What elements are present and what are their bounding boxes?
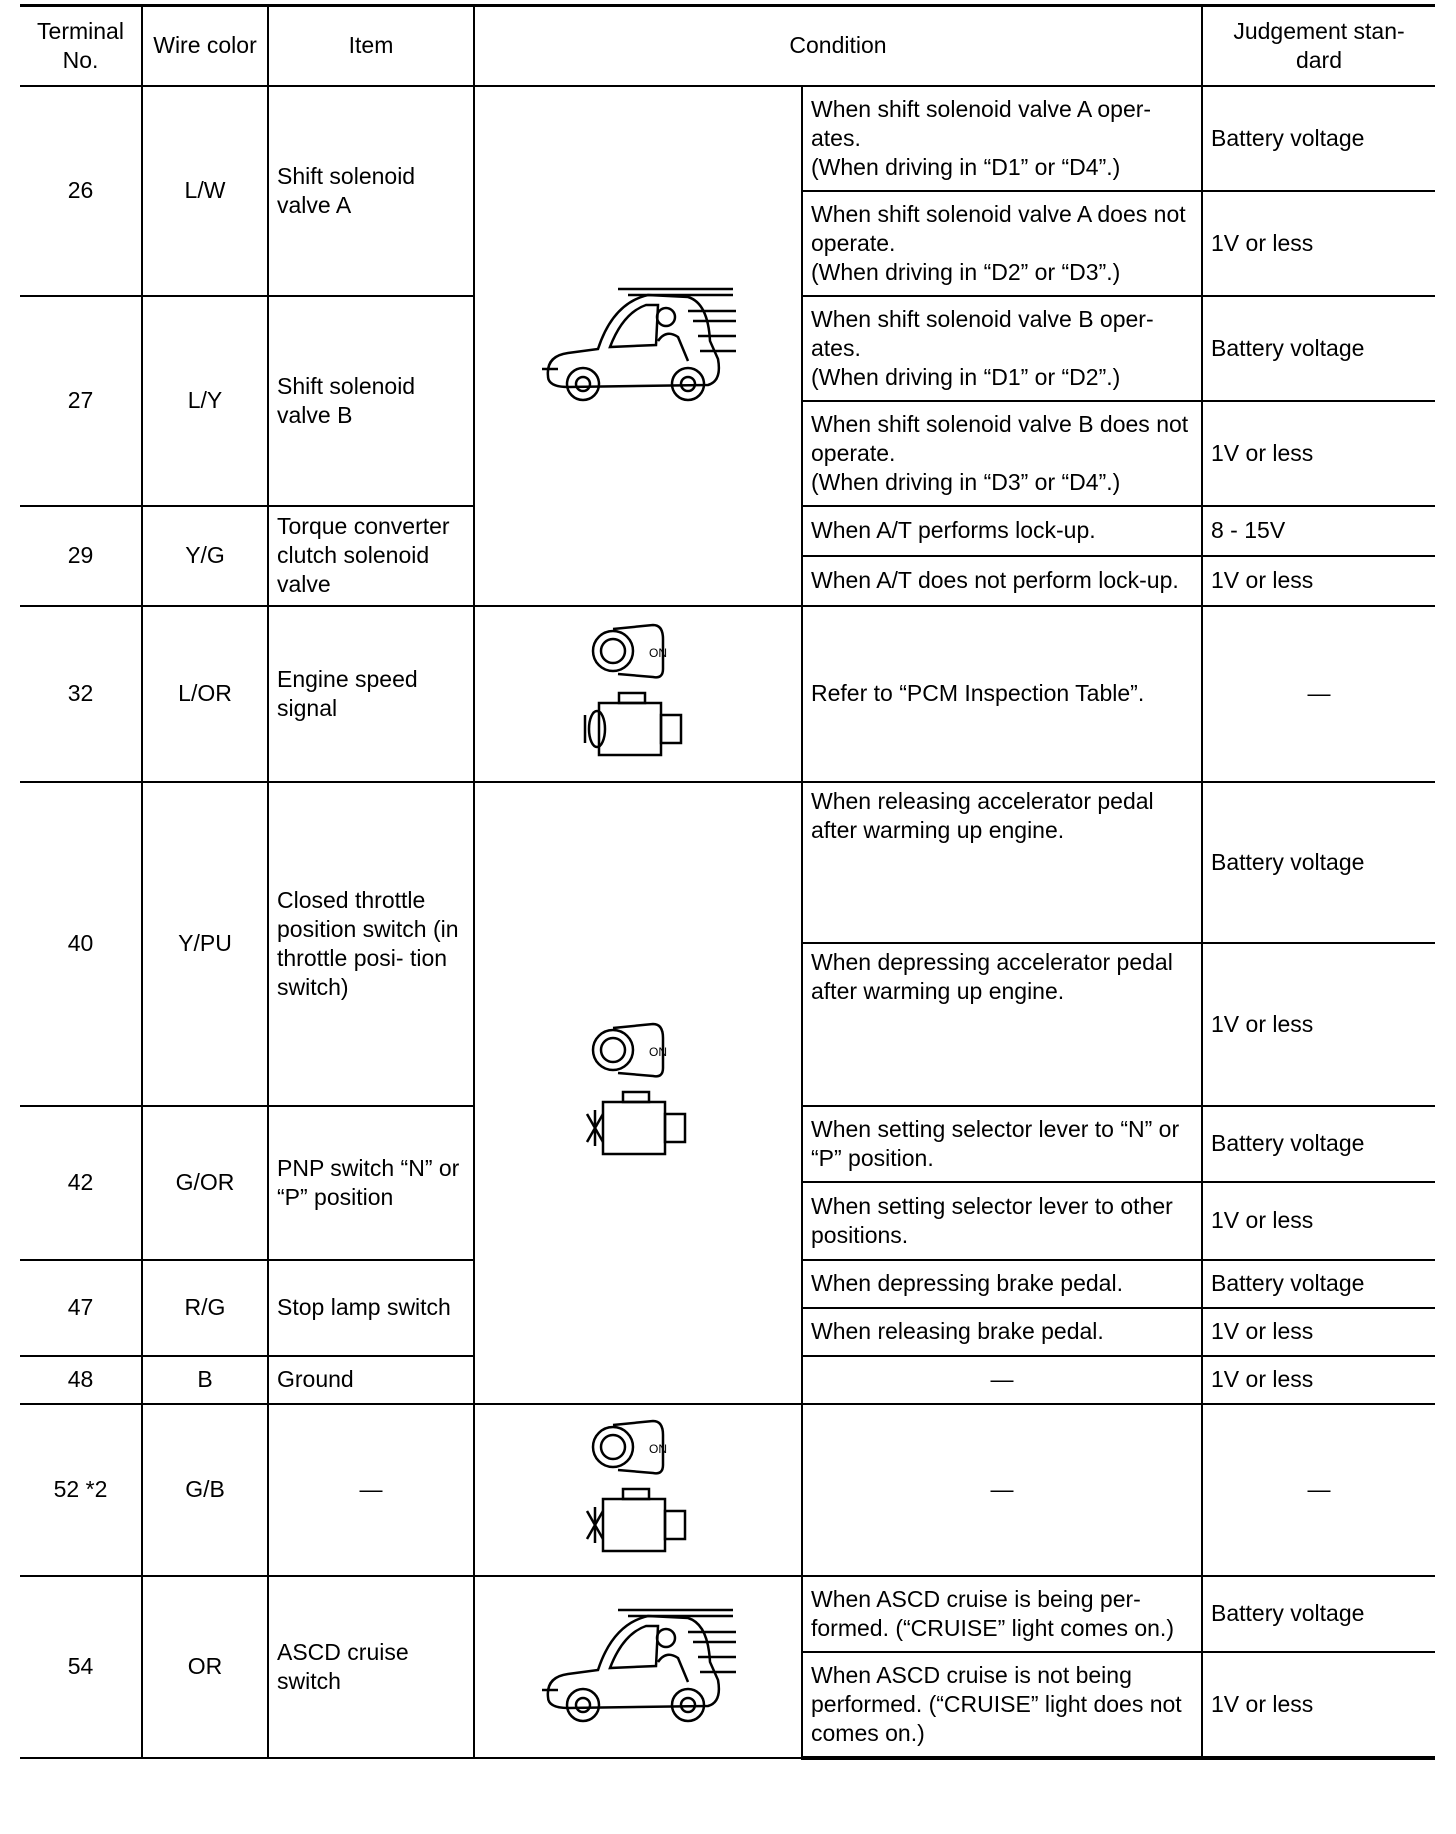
item-26: Shift solenoid valve A: [268, 86, 474, 296]
judgement-47-depress: Battery voltage: [1202, 1260, 1435, 1308]
table-row-26a: [20, 86, 1435, 191]
judgement-48: 1V or less: [1202, 1356, 1435, 1404]
driving-car-icon: [538, 281, 738, 411]
judgement-27-operate: Battery voltage: [1202, 296, 1435, 401]
condition-52: —: [802, 1404, 1202, 1576]
header-row: [20, 6, 1435, 86]
wire-54: OR: [142, 1576, 268, 1758]
pcm-terminal-table: [20, 4, 1435, 1760]
key-on-label: ON: [649, 645, 667, 660]
item-32: Engine speed signal: [268, 606, 474, 782]
terminal-32: 32: [20, 606, 142, 782]
ignition-on-engine-off-icon: [583, 1018, 693, 1168]
wire-27: L/Y: [142, 296, 268, 506]
item-29: Torque converter clutch solenoid valve: [268, 506, 474, 606]
driving-icon-cell-54: [474, 1576, 802, 1758]
wire-48: B: [142, 1356, 268, 1404]
condition-29-no-lockup: When A/T does not perform lock-up.: [802, 556, 1202, 606]
terminal-54: 54: [20, 1576, 142, 1758]
wire-26: L/W: [142, 86, 268, 296]
item-54: ASCD cruise switch: [268, 1576, 474, 1758]
condition-32: Refer to “PCM Inspection Table”.: [802, 606, 1202, 782]
judgement-26-operate: Battery voltage: [1202, 86, 1435, 191]
key-on-label: ON: [649, 1441, 667, 1456]
judgement-27-not-operate: 1V or less: [1202, 401, 1435, 506]
judgement-42-np: Battery voltage: [1202, 1106, 1435, 1182]
condition-29-lockup: When A/T performs lock-up.: [802, 506, 1202, 556]
item-47: Stop lamp switch: [268, 1260, 474, 1356]
judgement-29-no-lockup: 1V or less: [1202, 556, 1435, 606]
condition-54-cruise-off: When ASCD cruise is not being performed. (“CRUISE” light does not comes on.): [802, 1652, 1202, 1758]
item-42: PNP switch “N” or “P” position: [268, 1106, 474, 1260]
condition-42-np: When setting selector lever to “N” or “P” position.: [802, 1106, 1202, 1182]
terminal-40: 40: [20, 782, 142, 1106]
wire-42: G/OR: [142, 1106, 268, 1260]
table-row-54a: [20, 1576, 1435, 1652]
terminal-48: 48: [20, 1356, 142, 1404]
header-terminal: Terminal No.: [20, 6, 142, 86]
terminal-27: 27: [20, 296, 142, 506]
terminal-26: 26: [20, 86, 142, 296]
judgement-52: —: [1202, 1404, 1435, 1576]
ign-engine-icon-cell-32: [474, 606, 802, 782]
item-27: Shift solenoid valve B: [268, 296, 474, 506]
terminal-29: 29: [20, 506, 142, 606]
judgement-29-lockup: 8 - 15V: [1202, 506, 1435, 556]
ignition-on-engine-running-icon: [583, 619, 693, 769]
judgement-54-cruise-off: 1V or less: [1202, 1652, 1435, 1758]
wire-47: R/G: [142, 1260, 268, 1356]
driving-car-icon: [538, 1602, 738, 1732]
condition-26-not-operate: When shift solenoid valve A does not operate. (When driving in “D2” or “D3”.): [802, 191, 1202, 296]
condition-40-release: When releasing accelerator pedal after warming up engine.: [802, 782, 1202, 943]
condition-27-not-operate: When shift solenoid valve B does not operate. (When driving in “D3” or “D4”.): [802, 401, 1202, 506]
condition-27-operate: When shift solenoid valve B oper- ates. (When driving in “D1” or “D2”.): [802, 296, 1202, 401]
condition-26-operate: When shift solenoid valve A oper- ates. (When driving in “D1” or “D4”.): [802, 86, 1202, 191]
condition-48: —: [802, 1356, 1202, 1404]
terminal-47: 47: [20, 1260, 142, 1356]
terminal-52: 52 *2: [20, 1404, 142, 1576]
driving-icon-cell: [474, 86, 802, 606]
terminal-42: 42: [20, 1106, 142, 1260]
table-row-32: [20, 606, 1435, 782]
table-row-40a: [20, 782, 1435, 943]
wire-52: G/B: [142, 1404, 268, 1576]
judgement-32: —: [1202, 606, 1435, 782]
judgement-40-release: Battery voltage: [1202, 782, 1435, 943]
item-48: Ground: [268, 1356, 474, 1404]
header-wire-color: Wire color: [142, 6, 268, 86]
condition-54-cruise-on: When ASCD cruise is being per- formed. (“CRUISE” light comes on.): [802, 1576, 1202, 1652]
ign-engine-icon-cell-52: [474, 1404, 802, 1576]
header-judgement: Judgement stan- dard: [1202, 6, 1435, 86]
judgement-54-cruise-on: Battery voltage: [1202, 1576, 1435, 1652]
item-52: —: [268, 1404, 474, 1576]
ignition-on-engine-off-icon: [583, 1415, 693, 1565]
condition-47-release: When releasing brake pedal.: [802, 1308, 1202, 1356]
header-item: Item: [268, 6, 474, 86]
header-condition: Condition: [474, 6, 1202, 86]
judgement-47-release: 1V or less: [1202, 1308, 1435, 1356]
ign-engine-icon-cell-40: [474, 782, 802, 1404]
table-row-52: [20, 1404, 1435, 1576]
key-on-label: ON: [649, 1044, 667, 1059]
wire-32: L/OR: [142, 606, 268, 782]
item-40: Closed throttle position switch (in throttle posi- tion switch): [268, 782, 474, 1106]
condition-47-depress: When depressing brake pedal.: [802, 1260, 1202, 1308]
judgement-42-other: 1V or less: [1202, 1182, 1435, 1260]
condition-42-other: When setting selector lever to other positions.: [802, 1182, 1202, 1260]
judgement-26-not-operate: 1V or less: [1202, 191, 1435, 296]
condition-40-depress: When depressing accelerator pedal after warming up engine.: [802, 943, 1202, 1106]
wire-29: Y/G: [142, 506, 268, 606]
judgement-40-depress: 1V or less: [1202, 943, 1435, 1106]
wire-40: Y/PU: [142, 782, 268, 1106]
